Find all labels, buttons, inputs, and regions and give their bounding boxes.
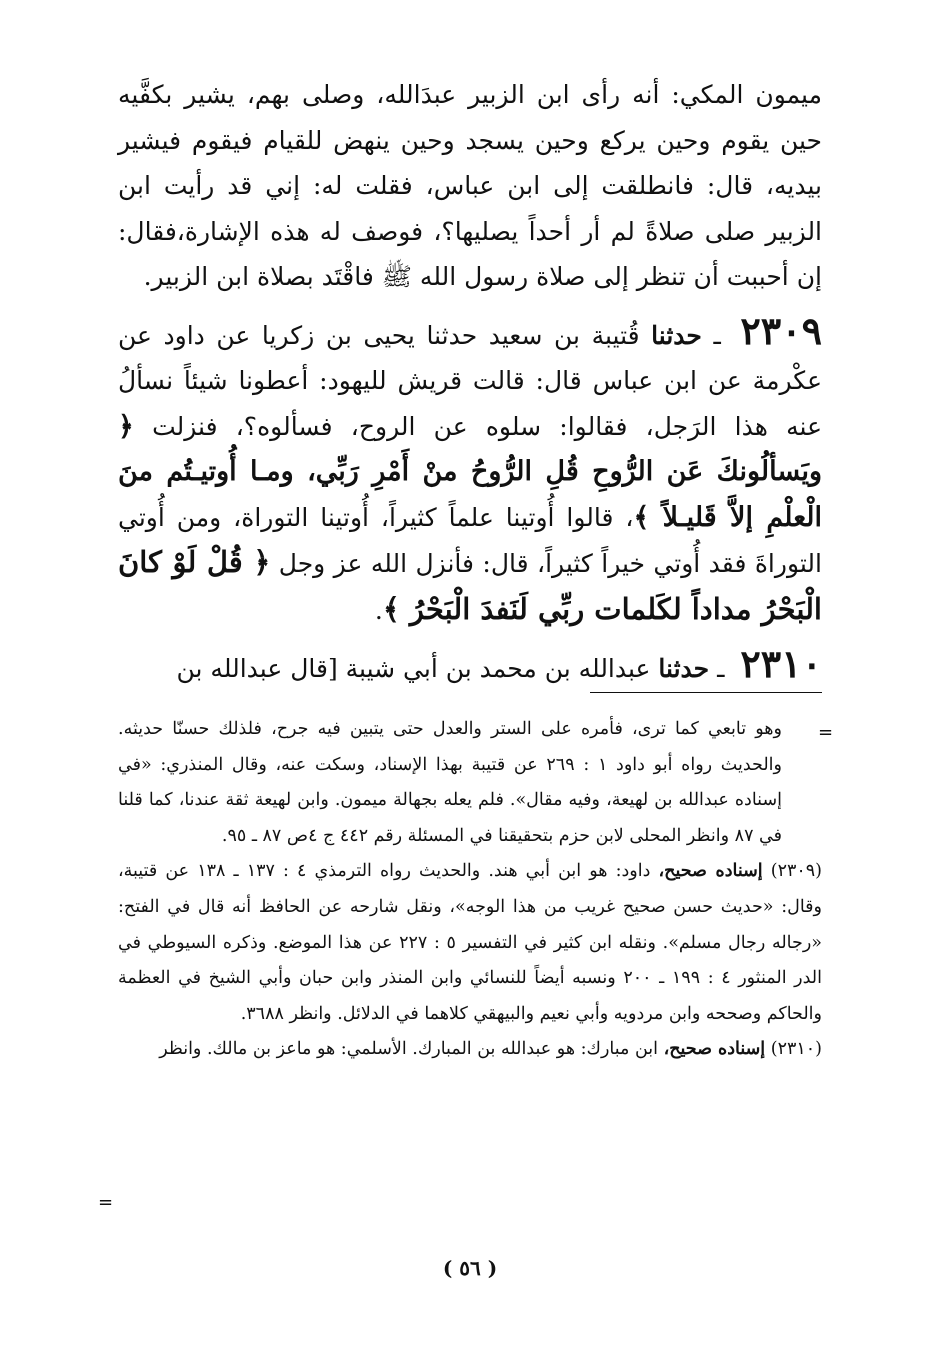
quran-verse-2: ﴿ قُلْ لَوْ كانَ الْبَحْرُ مداداً لكَلمات ربِّي لَنَفدَ الْبَحْرُ ﴾	[118, 545, 822, 626]
footnote-text: داود: هو ابن أبي هند. والحديث رواه الترمذي ٤ : ١٣٧ ـ ١٣٨ عن قتيبة، وقال: «حديث حسن صحيح غريب من هذا الوجه»، ونقل شارحه عن الحافظ أنه قال في الفتح: «رجاله رجال مسلم». ونقله ابن كثير في التفسير ٥ : ٢٢٧ عن هذا الموضع. وذكره السيوطي في الدر المنثور ٤ : ١٩٩ ـ ٢٠٠ ونسبه أيضاً للنسائي وابن المنذر وابن حبان وأبي الشيخ في العظمة والحاكم وصححه وابن مردويه وأبي نعيم والبيهقي كلاهما في الدلائل. وانظر ٣٦٨٨.	[118, 861, 822, 1024]
quran-verse: ﴿ ويَسألُونكَ عَن الرُّوحِ قُلِ الرُّوحُ منْ أَمْرِ رَبِّي، ومـا أُوتيـتُم منَ الْعلْمِ إلاَّ قَليـلاً ﴾	[118, 410, 822, 533]
page-number: ( ٥٦ )	[442, 1256, 498, 1280]
hadith-keyword: حدثنا	[658, 654, 710, 683]
footnote-2309	[118, 854, 822, 1032]
line: فانطلقت إلى ابن عباس، فقلت له: إني قد رأيت ابن الزبير صلى صلاةً لم	[118, 171, 823, 246]
hadith-text: عبدالله بن محمد بن أبي شيبة [قال عبدالله بن	[176, 654, 651, 683]
footnote-label: (٢٣٠٩)	[770, 861, 822, 882]
hadith-keyword: حدثنا	[651, 320, 702, 350]
footnote-grade: إسناده صحيح،	[663, 1039, 766, 1060]
line: صلاة رسول الله ﷺ فاقْتَد بصلاة ابن الزبير.	[143, 262, 586, 291]
hadith-2309	[118, 308, 822, 634]
hadith-2310	[118, 641, 822, 692]
footnote-grade: إسناده صحيح،	[658, 861, 763, 882]
hadith-text: قُتيبة بن سعيد حدثنا يحيى بن زكريا عن داود عن عكْرمة عن ابن عباس قال: قالت قريش لليهود: أعطونا شيئاً نسألُ عنه هذا الرَجل، فقالوا: سلوه عن الروح، فسألوه؟، فنزلت	[118, 320, 823, 441]
main-text	[118, 72, 822, 692]
hadith-end: .	[374, 595, 383, 625]
dash: ـ	[717, 654, 725, 683]
hadith-text-2: ، قالوا أُوتينا علماً كثيراً، أُوتينا التوراة، ومن أُوتي التوراةَ فقد أُوتي خيراً كثيراً، قال: فأنزل الله عز وجل	[118, 502, 822, 578]
paragraph-continuation	[118, 72, 822, 300]
footnote-text: ابن مبارك: هو عبدالله بن المبارك. الأسلمي: هو ماعز بن مالك. وانظر	[159, 1039, 658, 1060]
footnote-2310	[118, 1032, 822, 1068]
continuation-mark-end: =	[98, 1192, 114, 1213]
footnote-continuation: وهو تابعي كما ترى، فأمره على الستر والعدل حتى يتبين فيه جرح، فلذلك حسنّا حديثه. والحديث رواه أبو داود ١ : ٢٦٩ عن قتيبة بهذا الإسناد، وسكت عنه، وقال المنذري: «في إسناده عبدالله بن لهيعة، وفيه مقال». فلم يعله بجهالة ميمون. وابن لهيعة ثقة عندنا، كما قلنا في ٨٧ وانظر المحلى لابن حزم بتحقيقنا في المسئلة رقم ٤٤٢ ج ٤ص ٨٧ ـ ٩٥.	[118, 719, 782, 846]
line: أر أحداً يصليها؟، فوصف له هذه الإشارة،فقال: إن أحببت أن تنظر إلى	[118, 216, 822, 291]
line: ميمون المكي: أنه رأى ابن الزبير عبدَالله، وصلى بهم، يشير بكفَّيه حين	[118, 80, 823, 155]
line: يقوم وحين يركع وحين يسجد وحين ينهض للقيام فيقوم فيشير بيديه، قال:	[118, 125, 822, 200]
continuation-mark: =	[818, 722, 834, 743]
footnote-label: (٢٣١٠)	[770, 1039, 822, 1060]
hadith-number: ٢٣٠٩	[740, 307, 823, 353]
footnote-separator	[590, 692, 822, 693]
footnotes	[118, 712, 822, 1068]
hadith-number: ٢٣١٠	[740, 641, 822, 686]
dash: ـ	[713, 320, 721, 350]
